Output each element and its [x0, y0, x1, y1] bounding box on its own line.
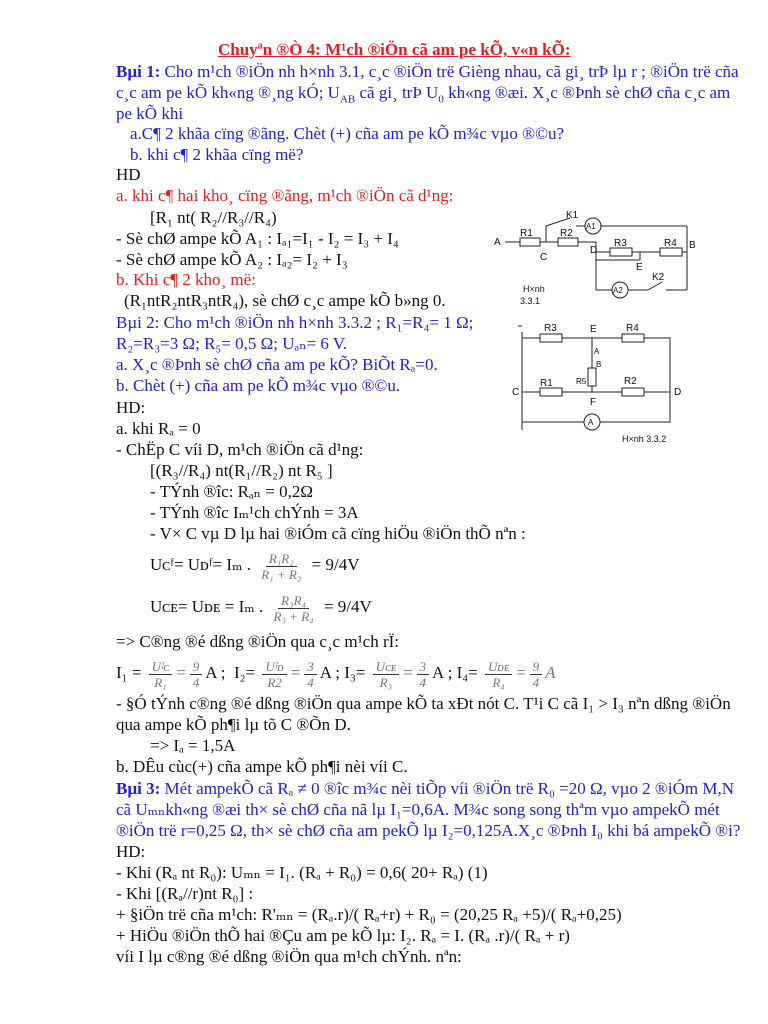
fig1-label-b: B: [689, 240, 696, 251]
fig2-label-r2: R2: [624, 376, 637, 387]
numerator: Uᴄᴇ: [373, 659, 399, 675]
solution-2-line-2: - ChËp C víi D, m¹ch ®iÖn cã d¹ng:: [116, 440, 364, 459]
problem-1-question-b: b. khi c¶ 2 khãa cïng më?: [130, 145, 304, 164]
currents-heading: => C®ng ®é dßng ®iÖn qua c¸c m¹ch rÏ:: [116, 632, 400, 651]
solution-2-line-10: b. DÊu cùc(+) cña ampe kÕ ph¶i nèi víi C.: [116, 757, 408, 776]
formula-ucf: [150, 550, 360, 582]
fraction: [258, 551, 304, 582]
hd-heading-1: HD: [116, 165, 141, 184]
fig2-label-r1: R1: [540, 378, 553, 389]
text: Uᴄᶠ= Uᴅᶠ= Iₘ .: [150, 555, 251, 574]
fig2-label-b: B: [596, 360, 602, 369]
problem-2-label: Bµi 2:: [116, 313, 160, 332]
problem-2-line-1: [116, 313, 473, 333]
text: =: [175, 663, 187, 682]
fig1-ammeter-a1: A1: [586, 222, 596, 231]
fig2-ammeter-a: A: [588, 418, 594, 427]
page-title: Chuyªn ®Ò 4: M¹ch ®iÖn cã am pe kÕ, v«n kÕ:: [218, 40, 571, 59]
text: =: [515, 663, 527, 682]
text: I₁ =: [116, 663, 142, 682]
solution-3-line-5: víi I lµ c®ng ®é dßng ®iÖn qua m¹ch chÝnh. nªn:: [116, 947, 462, 966]
value: = 9/4V: [323, 597, 372, 616]
fraction: [190, 659, 203, 690]
fraction: [149, 659, 173, 690]
denominator: 4: [419, 674, 427, 690]
denominator: R2: [267, 674, 282, 690]
solution-1b-heading: b. Khi c¶ 2 kho¸ më:: [116, 270, 256, 289]
denominator: 4: [532, 674, 540, 690]
solution-3-line-4: + HiÖu ®iÖn thÕ hai ®Çu am pe kÕ lµ: I₂. Rₐ = I. (Rₐ .r)/( Rₐ + r): [116, 926, 570, 945]
text: Uᴄᴇ= Uᴅᴇ = Iₘ .: [150, 597, 264, 616]
fraction: [270, 593, 316, 624]
text: =: [289, 663, 302, 682]
fraction: [262, 659, 286, 690]
solution-1a-a1: - Sè chØ ampe kÕ A₁ : Iₐ₁=I₁ - I₂ = I₃ + I₄: [116, 229, 399, 248]
fraction: [530, 659, 543, 690]
denominator: R₁ + R₂: [261, 566, 302, 582]
fig2-label-d: D: [674, 387, 682, 398]
numerator: 3: [417, 659, 430, 675]
fraction: [373, 659, 399, 690]
problem-1-text: Cho m¹ch ®iÖn nh h×nh 3.1, c¸c ®iÖn trë Gièng nhau, cã gi¸ trÞ lµ r ; ®iÖn trë cña: [160, 62, 739, 81]
subscript: AB: [339, 93, 356, 106]
denominator: 4: [307, 674, 314, 690]
solution-3-line-1: - Khi (Rₐ nt R₀): Uₘₙ = I₁. (Rₐ + R₀) = 0,6( 20+ Rₐ) (1): [116, 863, 488, 882]
fig1-label-r4: R4: [664, 238, 677, 249]
fig1-label-a: A: [494, 237, 501, 248]
solution-2-line-4: - TÝnh ®îc: Rₐₙ = 0,2Ω: [150, 482, 313, 501]
solution-1a-a2: - Sè chØ ampe kÕ A₂ : Iₐ₂= I₂ + I₃: [116, 250, 348, 269]
fraction: [417, 659, 430, 690]
numerator: 9: [530, 659, 543, 675]
fraction: [304, 659, 317, 690]
problem-2-line-2: R₂=R₃=3 Ω; R₅= 0,5 Ω; Uₐₙ= 6 V.: [116, 334, 348, 353]
problem-3-line-1: [116, 779, 734, 799]
solution-2-line-7: - §Ó tÝnh c®ng ®é dßng ®iÖn qua ampe kÕ ta xÐt nót C. T¹i C cã I₁ > I₃ nªn dßng ®iÖn: [116, 694, 731, 713]
solution-1b-answer: (R₁ntR₂ntR₃ntR₄), sè chØ c¸c ampe kÕ b»ng 0.: [124, 291, 446, 310]
denominator: R₄: [492, 674, 505, 690]
currents-formula: [116, 656, 555, 690]
denominator: R₃: [379, 674, 393, 690]
numerator: Uᶠᴅ: [262, 659, 286, 675]
fig1-label-k1: K1: [566, 210, 579, 221]
text: kh«ng ®æi. X¸c ®Þnh sè chØ cña c¸c am: [443, 83, 731, 102]
fig1-label-d: D: [590, 245, 598, 256]
fig1-label-r1: R1: [520, 228, 533, 239]
fig2-label-am: A: [594, 347, 600, 356]
text: A ; I₄=: [432, 663, 478, 682]
hd-heading-3: HD:: [116, 842, 146, 861]
problem-2-text: Cho m¹ch ®iÖn nh h×nh 3.3.2 ; R₁=R₄= 1 Ω;: [159, 313, 474, 332]
solution-2-line-5: - TÝnh ®îc Iₘ¹ch chÝnh = 3A: [150, 503, 359, 522]
fig1-caption-2: 3.3.1: [520, 296, 541, 306]
problem-3-line-2: cã Uₘₙkh«ng ®æi th× sè chØ cña nã lµ I₁=0,6A. M¾c song song thªm vµo ampekÕ mét: [116, 800, 720, 819]
text: I₂=: [234, 663, 256, 682]
fig2-label-r5: R5: [576, 377, 587, 386]
fig1-ammeter-a2: A2: [613, 286, 623, 295]
fig2-label-c: C: [512, 387, 520, 398]
figure-3-3-1: [490, 208, 700, 313]
fig2-label-r3: R3: [544, 323, 557, 334]
fig2-label-r4: R4: [626, 323, 639, 334]
numerator: Uᶠᴄ: [149, 659, 173, 675]
text: cã gi¸ trÞ U: [355, 83, 439, 102]
solution-1a-heading: a. khi c¶ hai kho¸ cïng ®ãng, m¹ch ®iÖn cã d¹ng:: [116, 186, 454, 205]
hd-heading-2: HD:: [116, 398, 146, 417]
problem-3-line-3: ®iÖn trë r=0,25 Ω, th× sè chØ cña am pekÕ lµ I₂=0,125A.X¸c ®Þnh I₀ khi bá ampekÕ ®i?: [116, 821, 741, 840]
solution-2-line-8: qua ampe kÕ ph¶i lµ tõ C ®Õn D.: [116, 715, 351, 734]
problem-1-label: Bµi 1:: [116, 62, 161, 81]
fig1-caption-1: H×nh: [523, 284, 545, 294]
solution-2-line-1: a. khi Rₐ = 0: [116, 419, 201, 438]
numerator: Uᴅᴇ: [485, 659, 512, 675]
denominator: R₃ + R₄: [273, 608, 314, 624]
fig1-label-c: C: [540, 252, 548, 263]
value: = 9/4V: [311, 555, 360, 574]
fig1-label-e: E: [636, 262, 643, 273]
problem-2-question-b: b. Chèt (+) cña am pe kÕ m¾c vµo ®©u.: [116, 376, 401, 395]
solution-1a-circuit: [R₁ nt( R₂//R₃//R₄): [150, 208, 277, 227]
numerator: 3: [304, 659, 317, 675]
fig1-label-r3: R3: [614, 238, 627, 249]
problem-1-line-1: [116, 62, 739, 82]
fig2-caption: H×nh 3.3.2: [622, 434, 667, 444]
numerator: R₁R₂: [266, 551, 297, 567]
problem-3-label: Bµi 3:: [116, 779, 161, 798]
problem-1-line-3: pe kÕ khi: [116, 104, 184, 123]
figure-3-3-2: [510, 318, 710, 446]
problem-1-question-a: a.C¶ 2 khãa cïng ®ãng. Chèt (+) cña am pe kÕ m¾c vµo ®©u?: [130, 124, 565, 143]
denominator: 4: [192, 674, 200, 690]
solution-3-line-2: - Khi [(Rₐ//r)nt R₀] :: [116, 884, 254, 903]
solution-2-line-3: [(R₃//R₄) nt(R₁//R₂) nt R₅ ]: [150, 461, 333, 480]
text: A: [545, 663, 556, 682]
text: c¸c am pe kÕ kh«ng ®¸ng kÓ; U: [116, 83, 340, 102]
text: A ;: [205, 663, 226, 682]
subscript: 0: [438, 93, 444, 106]
fig2-label-e: E: [590, 324, 597, 335]
problem-2-question-a: a. X¸c ®Þnh sè chØ cña am pe kÕ? BiÕt Rₐ=0.: [116, 355, 438, 374]
fig1-label-k2: K2: [652, 272, 665, 283]
solution-3-line-3: + §iÖn trë cña m¹ch: R'ₘₙ = (Rₐ.r)/( Rₐ+r) + R₀ = (20,25 Rₐ +5)/( Rₐ+0,25): [116, 905, 622, 924]
solution-2-line-9: => Iₐ = 1,5A: [150, 736, 236, 755]
fig2-label-f: F: [590, 397, 597, 408]
text: =: [402, 663, 414, 682]
fig1-label-r2: R2: [560, 228, 573, 239]
fraction: [485, 659, 512, 690]
solution-2-line-6: - V× C vµ D lµ hai ®iÓm cã cïng hiÖu ®iÖn thÕ nªn :: [150, 524, 526, 543]
formula-uce: [150, 592, 372, 624]
text: A ; I₃=: [319, 663, 366, 682]
numerator: 9: [190, 659, 203, 675]
denominator: R₁: [154, 674, 167, 690]
problem-3-text: Mét ampekÕ cã Rₐ ≠ 0 ®îc m¾c nèi tiÕp víi ®iÖn trë R₀ =20 Ω, vµo 2 ®iÓm M,N: [160, 779, 734, 798]
problem-1-line-2: [116, 83, 730, 109]
numerator: R₃R₄: [278, 593, 309, 609]
